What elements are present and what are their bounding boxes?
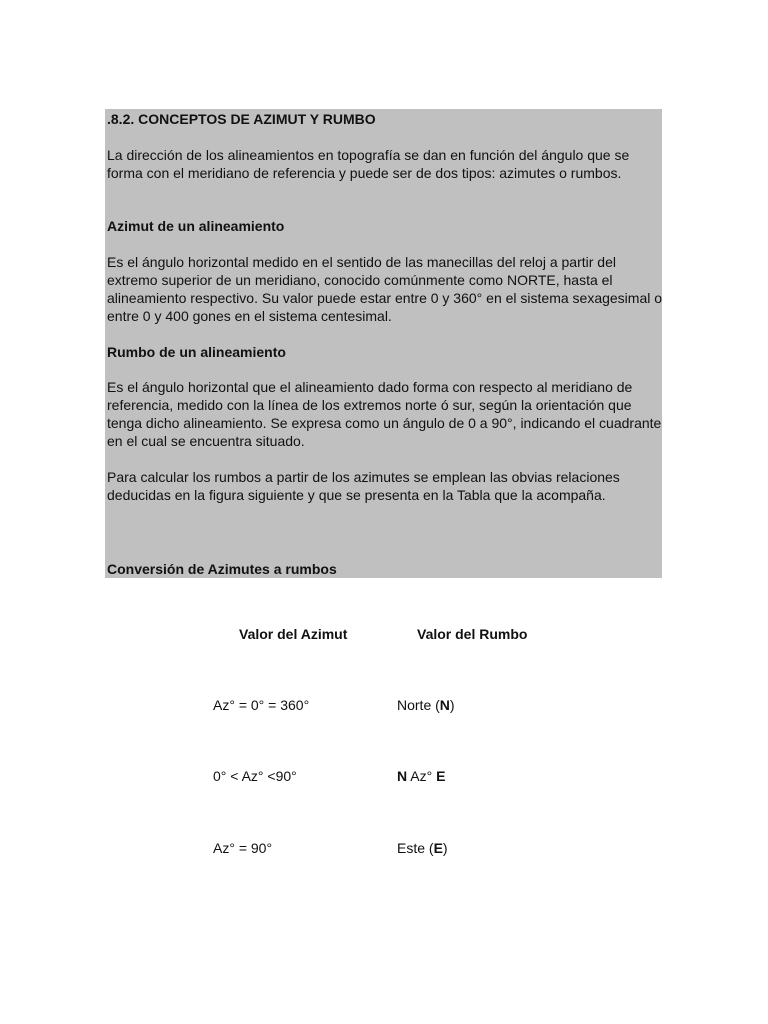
azimut-cell: Az° = 90° <box>213 840 273 856</box>
header-rumbo: Valor del Rumbo <box>417 626 528 642</box>
rumbo-cell <box>397 839 448 857</box>
rumbo-direction: N <box>397 768 408 784</box>
intro-paragraph: La dirección de los alineamientos en topografía se dan en función del ángulo que se forma con el meridiano de referencia y puede ser de dos tipos: azimutes o rumbos. <box>107 147 630 181</box>
azimut-cell: Az° = 0° = 360° <box>213 697 310 713</box>
calc-paragraph: Para calcular los rumbos a partir de los azimutes se emplean las obvias relaciones deducidas en la figura siguiente y que se presenta en la Tabla que la acompaña. <box>107 469 620 503</box>
rumbo-heading: Rumbo de un alineamiento <box>107 344 286 360</box>
section-title: .8.2. CONCEPTOS DE AZIMUT Y RUMBO <box>107 111 376 127</box>
rumbo-direction: E <box>436 768 446 784</box>
rumbo-text: Este ( <box>397 840 434 856</box>
rumbo-text: ) <box>442 840 448 856</box>
rumbo-cell <box>397 696 455 714</box>
azimut-heading: Azimut de un alineamiento <box>107 218 285 234</box>
rumbo-direction: N <box>439 697 450 713</box>
azimut-paragraph: Es el ángulo horizontal medido en el sentido de las manecillas del reloj a partir del extremo superior de un meridiano, conocido comúnmente como NORTE, hasta el alineamiento respectivo. Su valor puede estar entre 0 y 360° en el sistema sexagesimal o entre 0 y 400 gones en el sistema centesimal. <box>107 254 663 324</box>
header-azimut: Valor del Azimut <box>239 626 348 642</box>
conversion-heading: Conversión de Azimutes a rumbos <box>107 561 337 577</box>
rumbo-text: Norte ( <box>397 697 440 713</box>
azimut-cell: 0° < Az° <90° <box>213 768 297 784</box>
rumbo-text: ) <box>449 697 455 713</box>
rumbo-text: Az° <box>407 768 437 784</box>
rumbo-cell <box>397 767 445 785</box>
rumbo-paragraph: Es el ángulo horizontal que el alineamiento dado forma con respecto al meridiano de referencia, medido con la línea de los extremos norte ó sur, según la orientación que tenga dicho alineamiento. Se expresa como un ángulo de 0 a 90°, indicando el cuadrante en el cual se encuentra situado. <box>107 379 662 449</box>
rumbo-direction: E <box>433 840 443 856</box>
